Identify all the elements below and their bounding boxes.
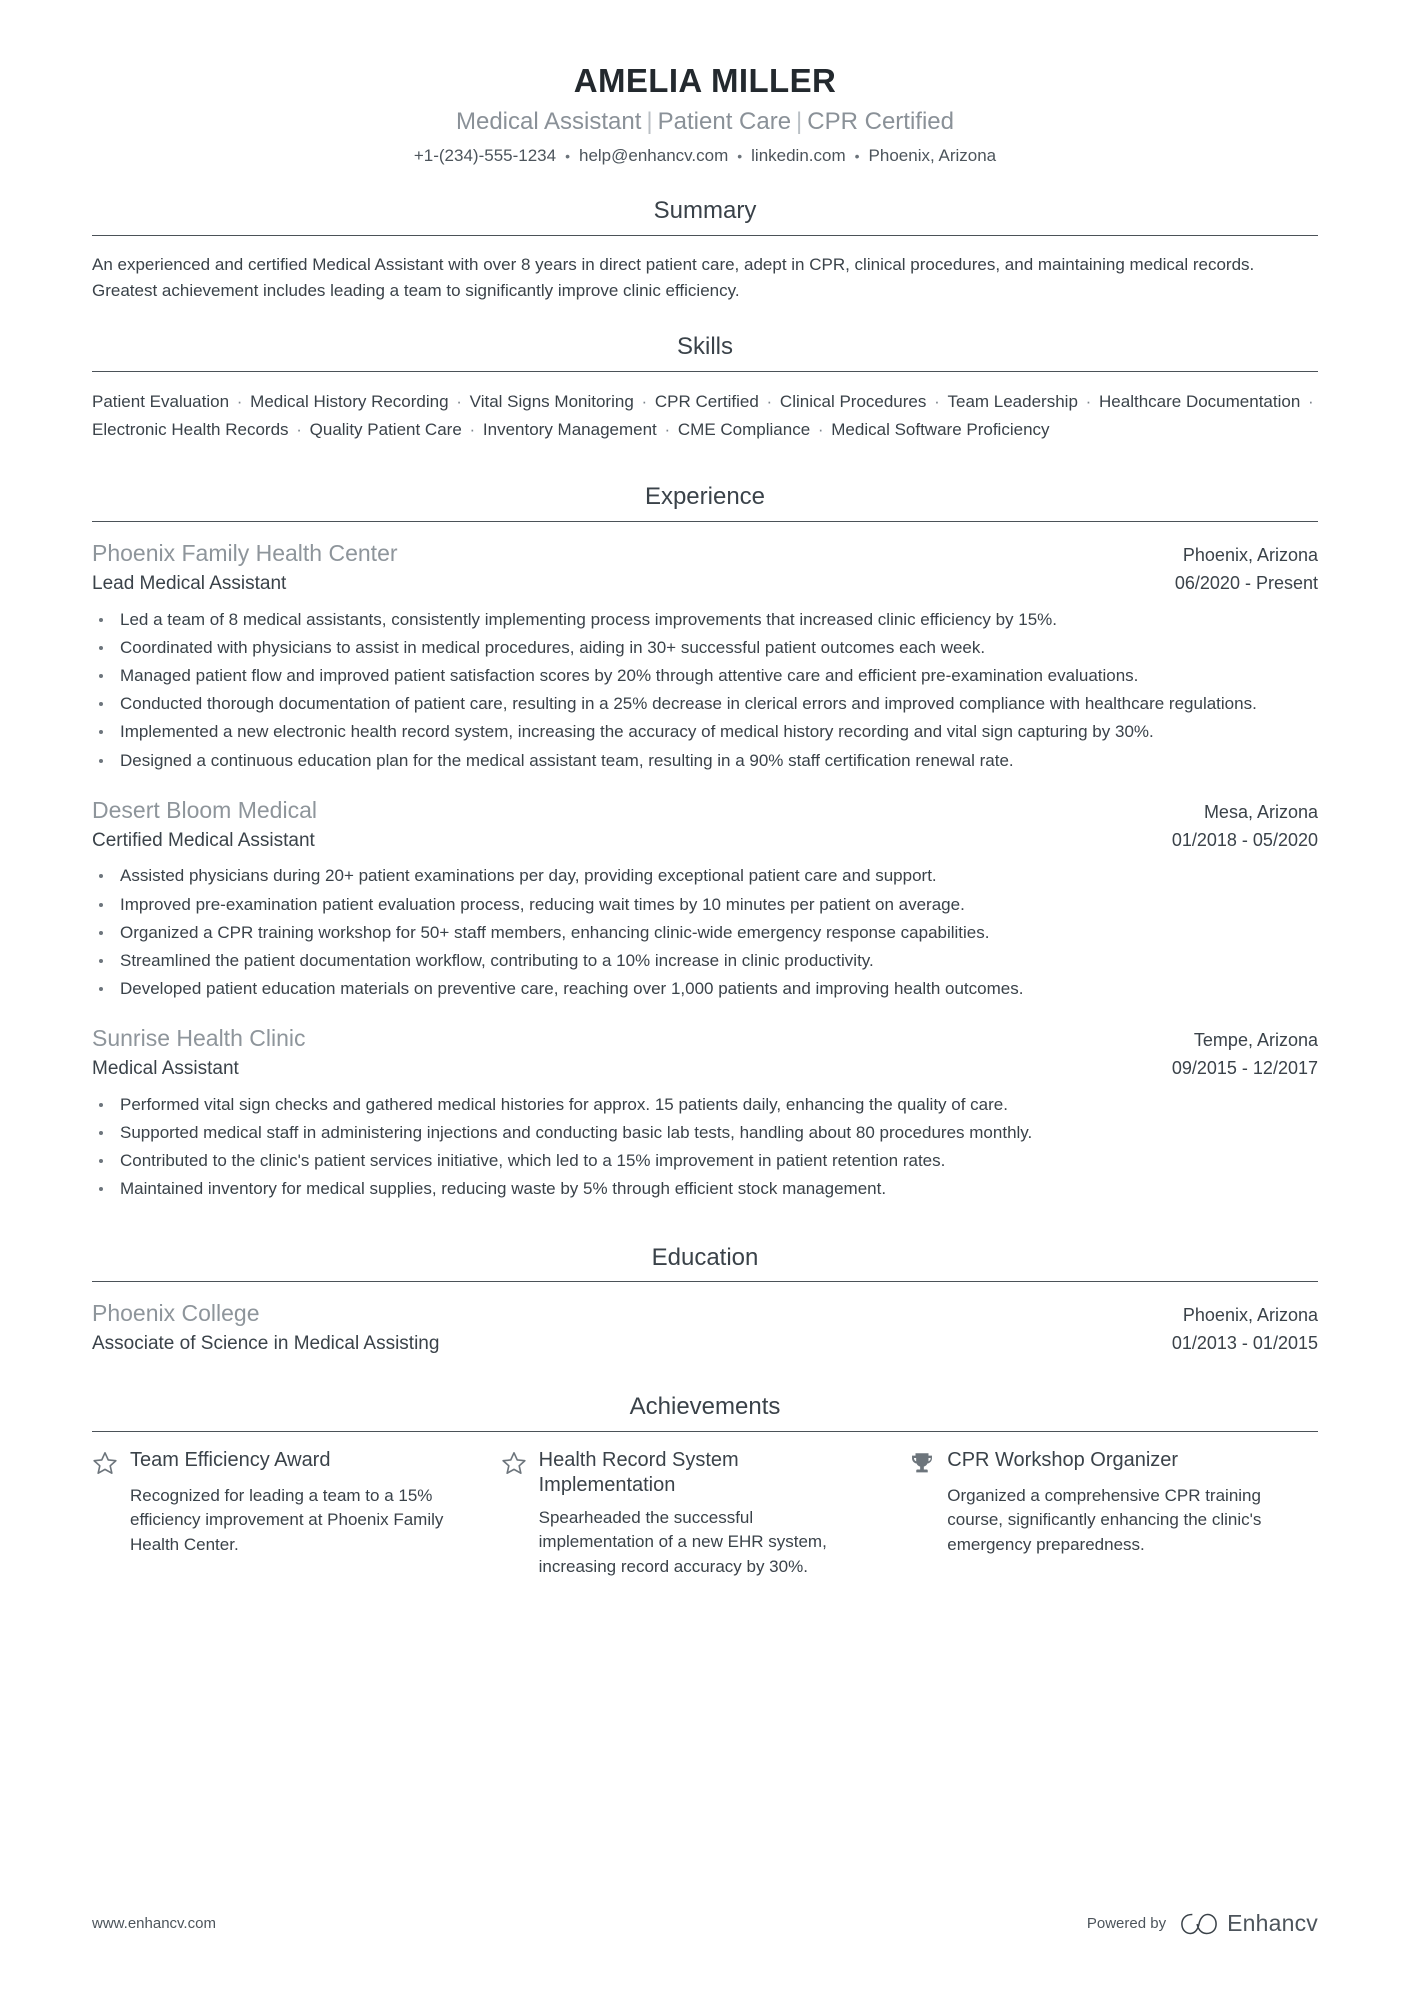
skill-separator: · [761, 392, 777, 412]
skill-item: Vital Signs Monitoring [469, 392, 634, 412]
skill-separator: · [291, 419, 307, 439]
experience-entry-subheader [92, 571, 1318, 597]
section-rule-summary [92, 235, 1318, 236]
brand-name: Enhancv [1227, 1910, 1318, 1936]
experience-bullet-list [92, 607, 1318, 773]
section-rule-experience [92, 521, 1318, 522]
experience-entry [92, 538, 1318, 773]
achievements-grid [92, 1448, 1318, 1580]
section-title-skills: Skills [676, 333, 733, 361]
experience-bullet: Managed patient flow and improved patient satisfaction scores by 20% through attentive care and efficient pre-examination evaluations. [92, 663, 1318, 688]
experience-entry-header [92, 1023, 1318, 1054]
candidate-name: AMELIA MILLER [573, 62, 837, 99]
achievement-description: Organized a comprehensive CPR training course, significantly enhancing the clinic's emergency preparedness. [947, 1485, 1262, 1555]
resume-header [92, 0, 1318, 167]
achievement-header [909, 1448, 1274, 1476]
experience-dates: 06/2020 - Present [1174, 573, 1318, 594]
education-entry-header [92, 1298, 1318, 1329]
skill-separator: · [813, 419, 829, 439]
star-icon [501, 1450, 527, 1476]
footer-url[interactable]: www.enhancv.com [92, 1915, 216, 1932]
skill-item: Clinical Procedures [779, 392, 927, 412]
footer-branding [1087, 1910, 1318, 1937]
section-rule-education [92, 1281, 1318, 1282]
skill-item: CPR Certified [654, 392, 759, 412]
experience-bullet: Assisted physicians during 20+ patient examinations per day, providing exceptional patient care and support. [92, 863, 1318, 888]
contact-line [92, 145, 1318, 167]
section-title-education: Education [651, 1243, 759, 1271]
skill-item: Medical History Recording [250, 392, 449, 412]
experience-bullet: Led a team of 8 medical assistants, consistently implementing process improvements that increased clinic efficiency by 15%. [92, 607, 1318, 632]
experience-role: Medical Assistant [92, 1058, 239, 1080]
achievement-title: Health Record System Implementation [538, 1448, 739, 1496]
experience-role: Lead Medical Assistant [92, 573, 287, 595]
education-degree: Associate of Science in Medical Assisting [92, 1333, 440, 1355]
experience-organization: Desert Bloom Medical [92, 796, 317, 823]
section-education [92, 1244, 1318, 1357]
contact-linkedin[interactable]: linkedin.com [751, 145, 846, 165]
education-institution: Phoenix College [92, 1300, 260, 1327]
enhancv-logo-icon [1180, 1911, 1218, 1937]
skill-item: Patient Evaluation [92, 392, 230, 412]
experience-bullet: Conducted thorough documentation of patient care, resulting in a 25% decrease in clerical errors and improved compliance with healthcare regulations. [92, 691, 1318, 716]
skill-separator: · [659, 419, 675, 439]
trophy-icon [909, 1450, 935, 1476]
skill-separator: · [636, 392, 652, 412]
headline-part-1: Medical Assistant [455, 107, 642, 135]
experience-bullet: Developed patient education materials on preventive care, reaching over 1,000 patients and improving health outcomes. [92, 976, 1318, 1001]
achievement-item [501, 1448, 910, 1580]
headline-part-2: Patient Care [657, 107, 792, 135]
section-title-summary: Summary [653, 197, 757, 225]
education-entry-subheader [92, 1331, 1318, 1357]
education-location: Phoenix, Arizona [1182, 1305, 1318, 1326]
summary-text: An experienced and certified Medical Assistant with over 8 years in direct patient care, adept in CPR, clinical procedures, and maintaining medical records. Greatest achievement includes leading a team to significantly improve clinic efficiency. [92, 254, 1255, 300]
experience-entry [92, 795, 1318, 1001]
headline-part-3: CPR Certified [807, 107, 954, 135]
experience-entry [92, 1023, 1318, 1201]
achievement-header [92, 1448, 457, 1476]
experience-entry-subheader [92, 1056, 1318, 1082]
experience-dates: 01/2018 - 05/2020 [1171, 829, 1318, 850]
experience-bullet: Contributed to the clinic's patient services initiative, which led to a 15% improvement in patient retention rates. [92, 1148, 1318, 1173]
education-entry [92, 1298, 1318, 1357]
experience-bullet: Supported medical staff in administering injections and conducting basic lab tests, handling about 80 procedures monthly. [92, 1120, 1318, 1145]
experience-bullet: Organized a CPR training workshop for 50+ staff members, enhancing clinic-wide emergency response capabilities. [92, 920, 1318, 945]
experience-bullet: Improved pre-examination patient evaluation process, reducing wait times by 10 minutes per patient on average. [92, 892, 1318, 917]
skill-item: Healthcare Documentation [1099, 392, 1301, 412]
section-rule-skills [92, 371, 1318, 372]
contact-separator-1: • [565, 148, 570, 165]
experience-dates: 09/2015 - 12/2017 [1171, 1058, 1318, 1079]
section-summary [92, 197, 1318, 303]
contact-separator-3: • [854, 148, 860, 165]
contact-phone: +1-(234)-555-1234 [413, 145, 557, 165]
experience-organization: Sunrise Health Clinic [92, 1025, 306, 1052]
contact-separator-2: • [737, 148, 743, 165]
section-skills [92, 333, 1318, 443]
brand-lockup [1180, 1910, 1318, 1937]
experience-bullet: Performed vital sign checks and gathered medical histories for approx. 15 patients daily, enhancing the quality of care. [92, 1092, 1318, 1117]
skill-item: Team Leadership [947, 392, 1078, 412]
experience-location: Phoenix, Arizona [1182, 545, 1318, 566]
achievement-description: Spearheaded the successful implementation of a new EHR system, increasing record accuracy by 30%. [538, 1507, 827, 1577]
achievement-description: Recognized for leading a team to a 15% efficiency improvement at Phoenix Family Health Center. [130, 1485, 444, 1555]
skill-item: Quality Patient Care [309, 419, 462, 439]
skill-item: Inventory Management [482, 419, 657, 439]
contact-email[interactable]: help@enhancv.com [578, 145, 729, 165]
experience-entry-header [92, 538, 1318, 569]
section-title-achievements: Achievements [629, 1393, 781, 1421]
achievement-item [909, 1448, 1318, 1580]
contact-location: Phoenix, Arizona [868, 145, 997, 165]
achievement-title: CPR Workshop Organizer [947, 1448, 1179, 1471]
section-achievements [92, 1393, 1318, 1580]
star-icon [92, 1450, 118, 1476]
experience-bullet: Maintained inventory for medical supplies, reducing waste by 5% through efficient stock management. [92, 1176, 1318, 1201]
skill-item: CME Compliance [677, 419, 811, 439]
achievement-title: Team Efficiency Award [130, 1448, 331, 1471]
headline-divider-1: | [646, 107, 653, 135]
experience-bullet: Coordinated with physicians to assist in medical procedures, aiding in 30+ successful patient outcomes each week. [92, 635, 1318, 660]
experience-entries [92, 538, 1318, 1201]
experience-bullet: Streamlined the patient documentation workflow, contributing to a 10% increase in clinic productivity. [92, 948, 1318, 973]
skill-separator: · [1080, 392, 1097, 412]
education-entries [92, 1298, 1318, 1357]
experience-bullet-list [92, 863, 1318, 1001]
experience-entry-header [92, 795, 1318, 826]
section-title-experience: Experience [644, 483, 766, 511]
skill-separator: · [451, 392, 467, 412]
experience-location: Tempe, Arizona [1193, 1030, 1318, 1051]
experience-bullet-list [92, 1092, 1318, 1202]
achievement-header [501, 1448, 866, 1498]
experience-bullet: Implemented a new electronic health record system, increasing the accuracy of medical history recording and vital sign capturing by 30%. [92, 719, 1318, 744]
experience-role: Certified Medical Assistant [92, 829, 315, 851]
experience-organization: Phoenix Family Health Center [92, 540, 398, 567]
skill-item: Electronic Health Records [92, 419, 289, 439]
skills-list [92, 388, 1318, 443]
candidate-headline [92, 107, 1318, 137]
skill-separator: · [929, 392, 945, 412]
achievement-item [92, 1448, 501, 1580]
section-experience [92, 483, 1318, 1201]
resume-footer [0, 1910, 1410, 1937]
skill-item: Medical Software Proficiency [831, 419, 1050, 439]
skill-separator: · [464, 419, 480, 439]
skill-separator: · [1303, 392, 1314, 412]
headline-divider-2: | [796, 107, 803, 135]
education-dates: 01/2013 - 01/2015 [1171, 1333, 1318, 1354]
experience-entry-subheader [92, 828, 1318, 854]
powered-by-label: Powered by [1086, 1915, 1167, 1932]
skill-separator: · [232, 392, 248, 412]
experience-bullet: Designed a continuous education plan for the medical assistant team, resulting in a 90% staff certification renewal rate. [92, 748, 1318, 773]
section-rule-achievements [92, 1431, 1318, 1432]
experience-location: Mesa, Arizona [1203, 801, 1318, 822]
